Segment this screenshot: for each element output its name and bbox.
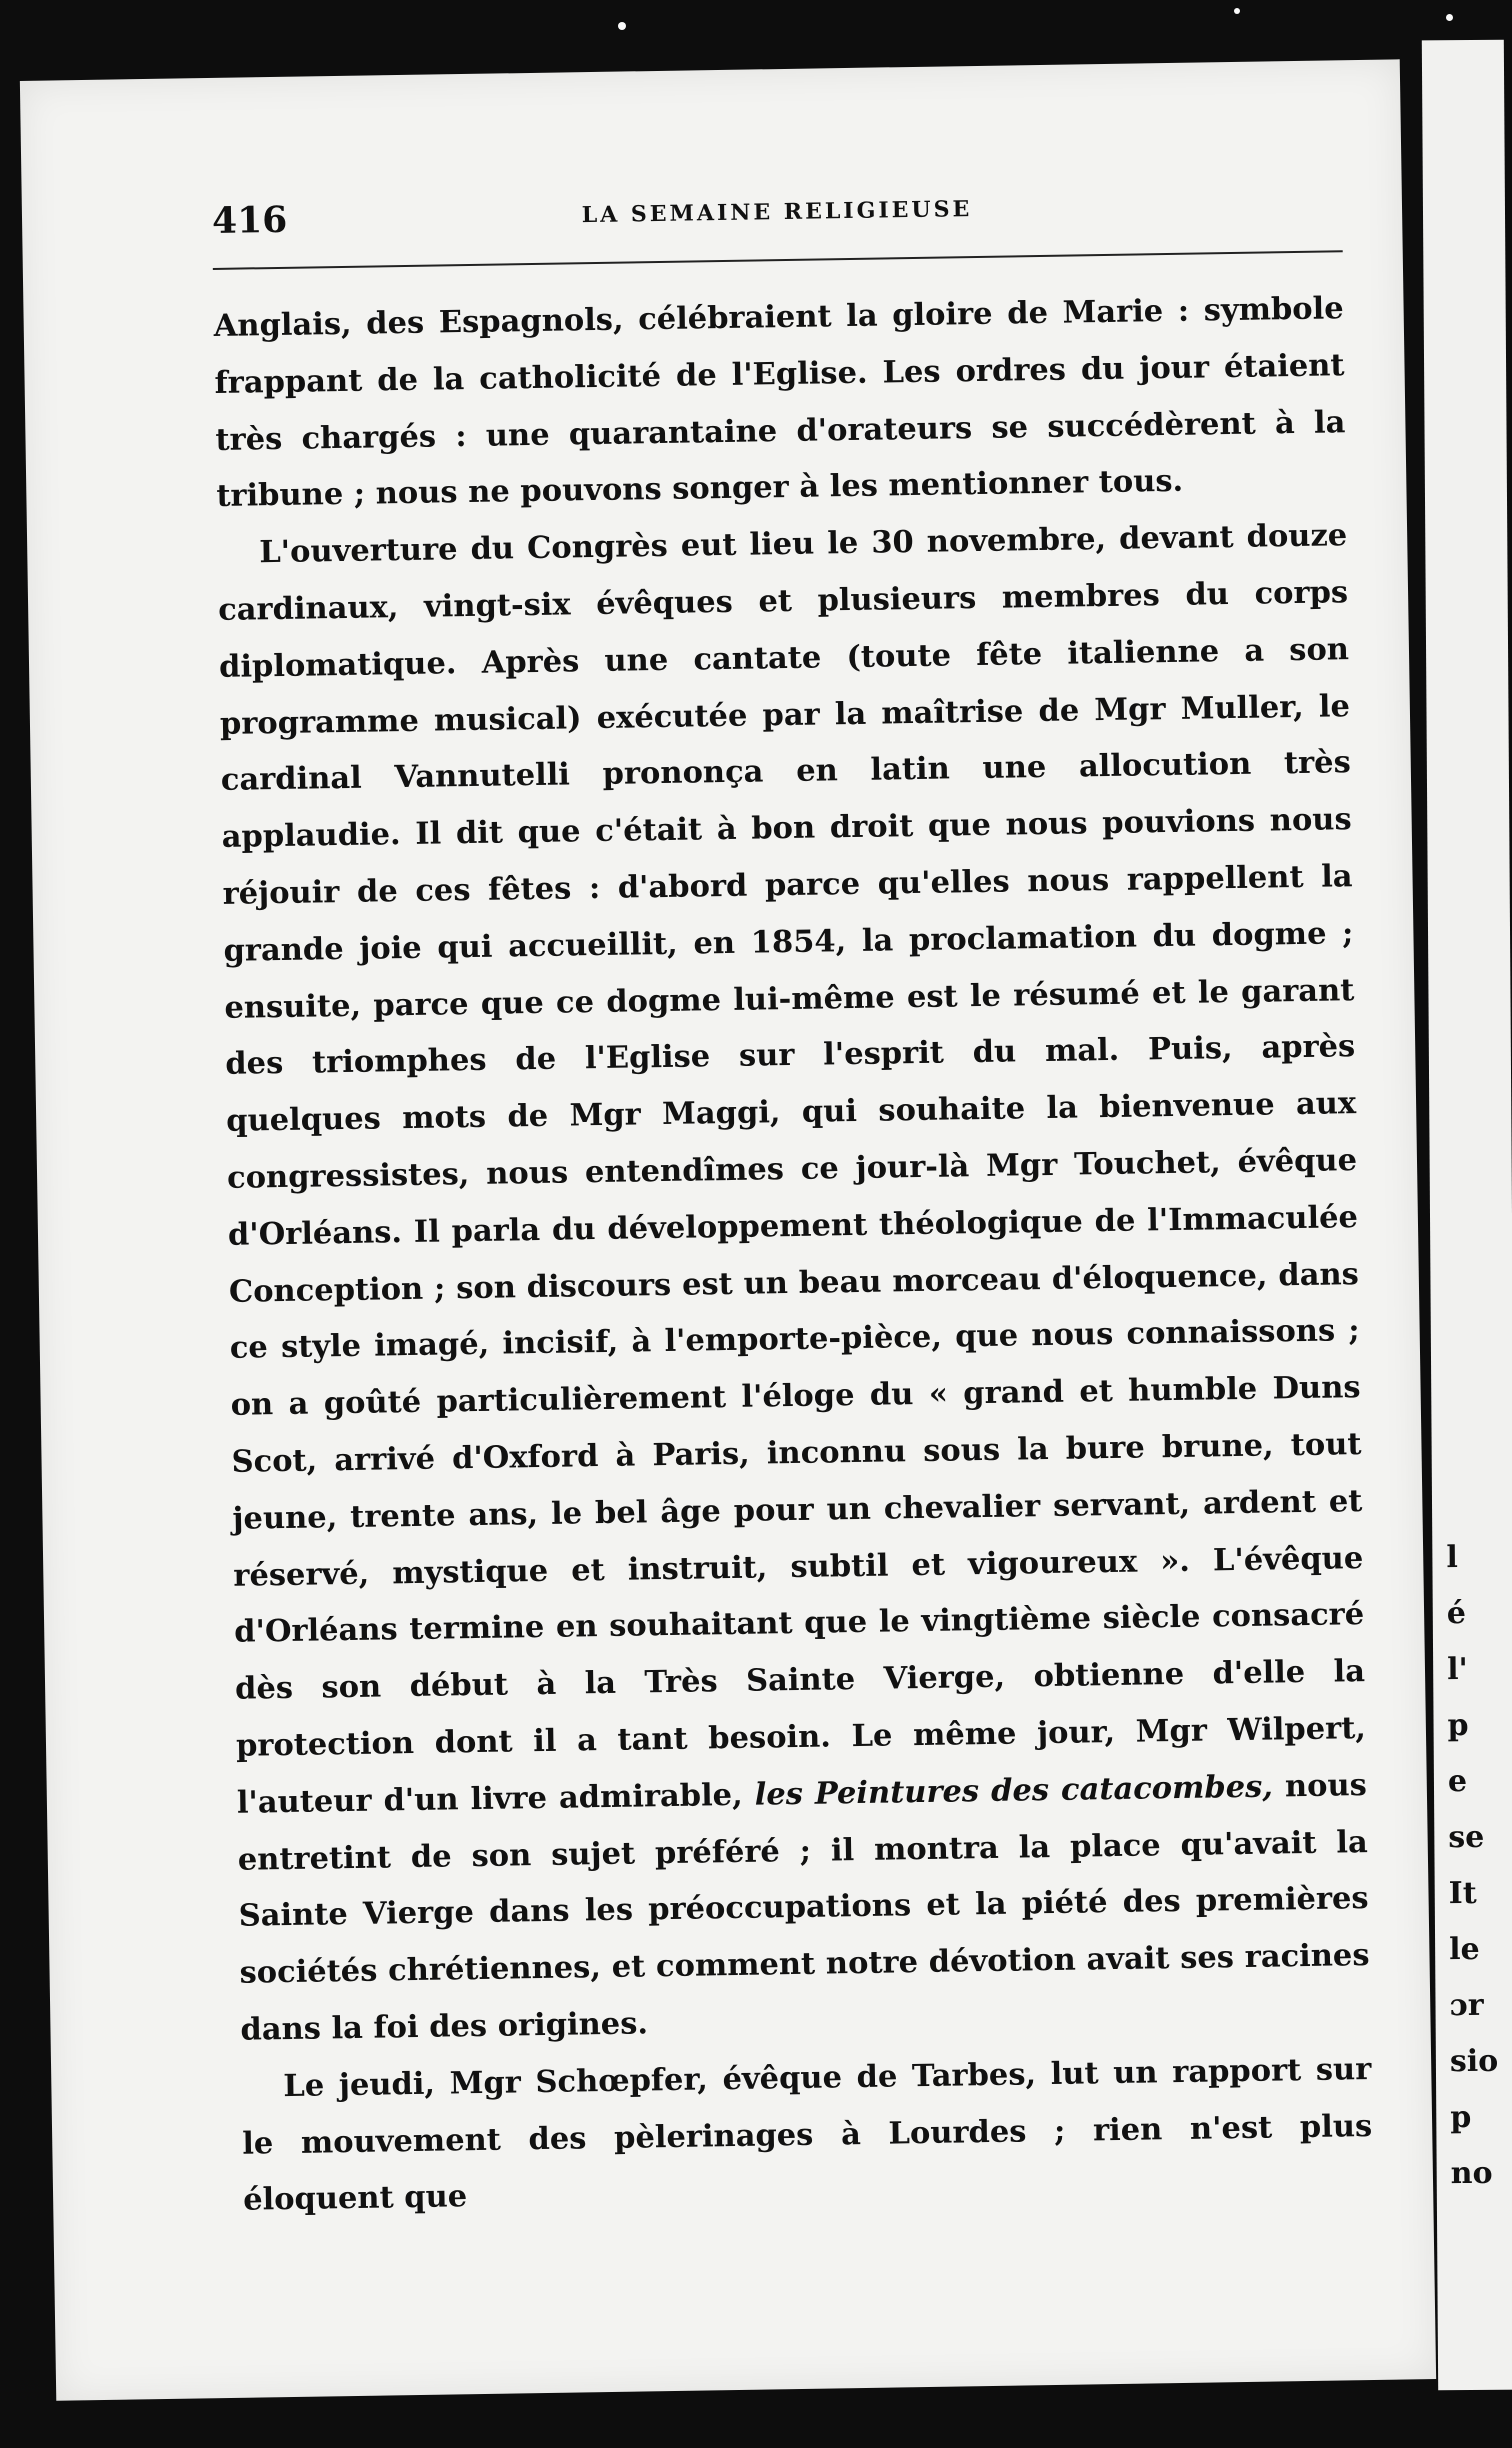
facing-page-fragment: It bbox=[1448, 1875, 1477, 1912]
body-text bbox=[213, 280, 1373, 2229]
paragraph-continuation: Anglais, des Espagnols, célébraient la gloire de Marie : symbole frappant de la catholicité de l'Eglise. Les ordres du jour étaient très chargés : une quarantaine d'orateurs se succédèrent à la tribune ; nous ne pouvons songer à les mentionner tous. bbox=[213, 290, 1346, 515]
facing-page-fragment: l' bbox=[1447, 1652, 1468, 1688]
facing-page-fragment: ɔr bbox=[1449, 1987, 1484, 2024]
facing-page-edge bbox=[1422, 40, 1512, 2391]
facing-page-fragment: se bbox=[1448, 1819, 1485, 1856]
scan-speck bbox=[618, 22, 626, 30]
scan-speck bbox=[1446, 14, 1453, 21]
facing-page-fragment: le bbox=[1449, 1931, 1480, 1968]
scanned-page bbox=[20, 59, 1436, 2400]
running-title: LA SEMAINE RELIGIEUSE bbox=[581, 196, 973, 229]
page-number: 416 bbox=[211, 198, 288, 242]
facing-page-fragment: p bbox=[1447, 1708, 1469, 1744]
page-header bbox=[212, 170, 1343, 258]
facing-page-fragment: l bbox=[1446, 1540, 1458, 1576]
facing-page-fragment: p bbox=[1450, 2100, 1472, 2136]
paragraph-thursday: Le jeudi, Mgr Schœpfer, évêque de Tarbes, lut un rapport sur le mouvement des pèlerinages à Lourdes ; rien n'est plus éloquent que bbox=[242, 2050, 1373, 2219]
scan-speck bbox=[1234, 8, 1240, 14]
paragraph-congress-opening bbox=[217, 507, 1371, 2058]
paragraph-text: L'ouverture du Congrès eut lieu le 30 novembre, devant douze cardinaux, vingt-six évêques et plusieurs membres du corps diplomatique. Après une cantate (toute fête italienne a son programme musical) exécutée par la maîtrise de Mgr Muller, le cardinal Vannutelli prononça en latin une allocution très applaudie. Il dit que c'était à bon droit que nous pouvions nous réjouir de ces fêtes : d'abord parce qu'elles nous rappellent la grande joie qui accueillit, en 1854, la proclamation du dogme ; ensuite, parce que ce dogme lui-même est le résumé et le garant des triomphes de l'Eglise sur l'esprit du mal. Puis, après quelques mots de Mgr Maggi, qui souhaite la bienvenue aux congressistes, nous entendîmes ce jour-là Mgr Touchet, évêque d'Orléans. Il parla du développement théologique de l'Immaculée Conception ; son discours est un beau morceau d'éloquence, dans ce style imagé, incisif, à l'emporte-pièce, que nous connaissons ; on a goûté particulièrement l'éloge du « grand et humble Duns Scot, arrivé d'Oxford à Paris, inconnu sous la bure brune, tout jeune, trente ans, le bel âge pour un chevalier servant, ardent et réservé, mystique et instruit, subtil et vigoureux ». L'évêque d'Orléans termine en souhaitant que le vingtième siècle consacré dès son début à la Très Sainte Vierge, obtienne d'elle la protection dont il a tant besoin. Le même jour, Mgr Wilpert, l'auteur d'un livre admirable, bbox=[217, 517, 1367, 1821]
facing-page-fragment: no bbox=[1450, 2155, 1493, 2192]
book-title: les Peintures des catacombes, bbox=[754, 1768, 1274, 1813]
paragraph-text: nous entretint de son sujet préféré ; il montra la place qu'avait la Sainte Vierge dans les préoccupations et la piété des premières sociétés chrétiennes, et comment notre dévotion avait ses racines dans la foi des origines. bbox=[237, 1766, 1370, 2048]
facing-page-fragment: sio bbox=[1449, 2043, 1499, 2080]
facing-page-fragment: e bbox=[1447, 1764, 1468, 1800]
facing-page-fragment: é bbox=[1446, 1596, 1466, 1632]
